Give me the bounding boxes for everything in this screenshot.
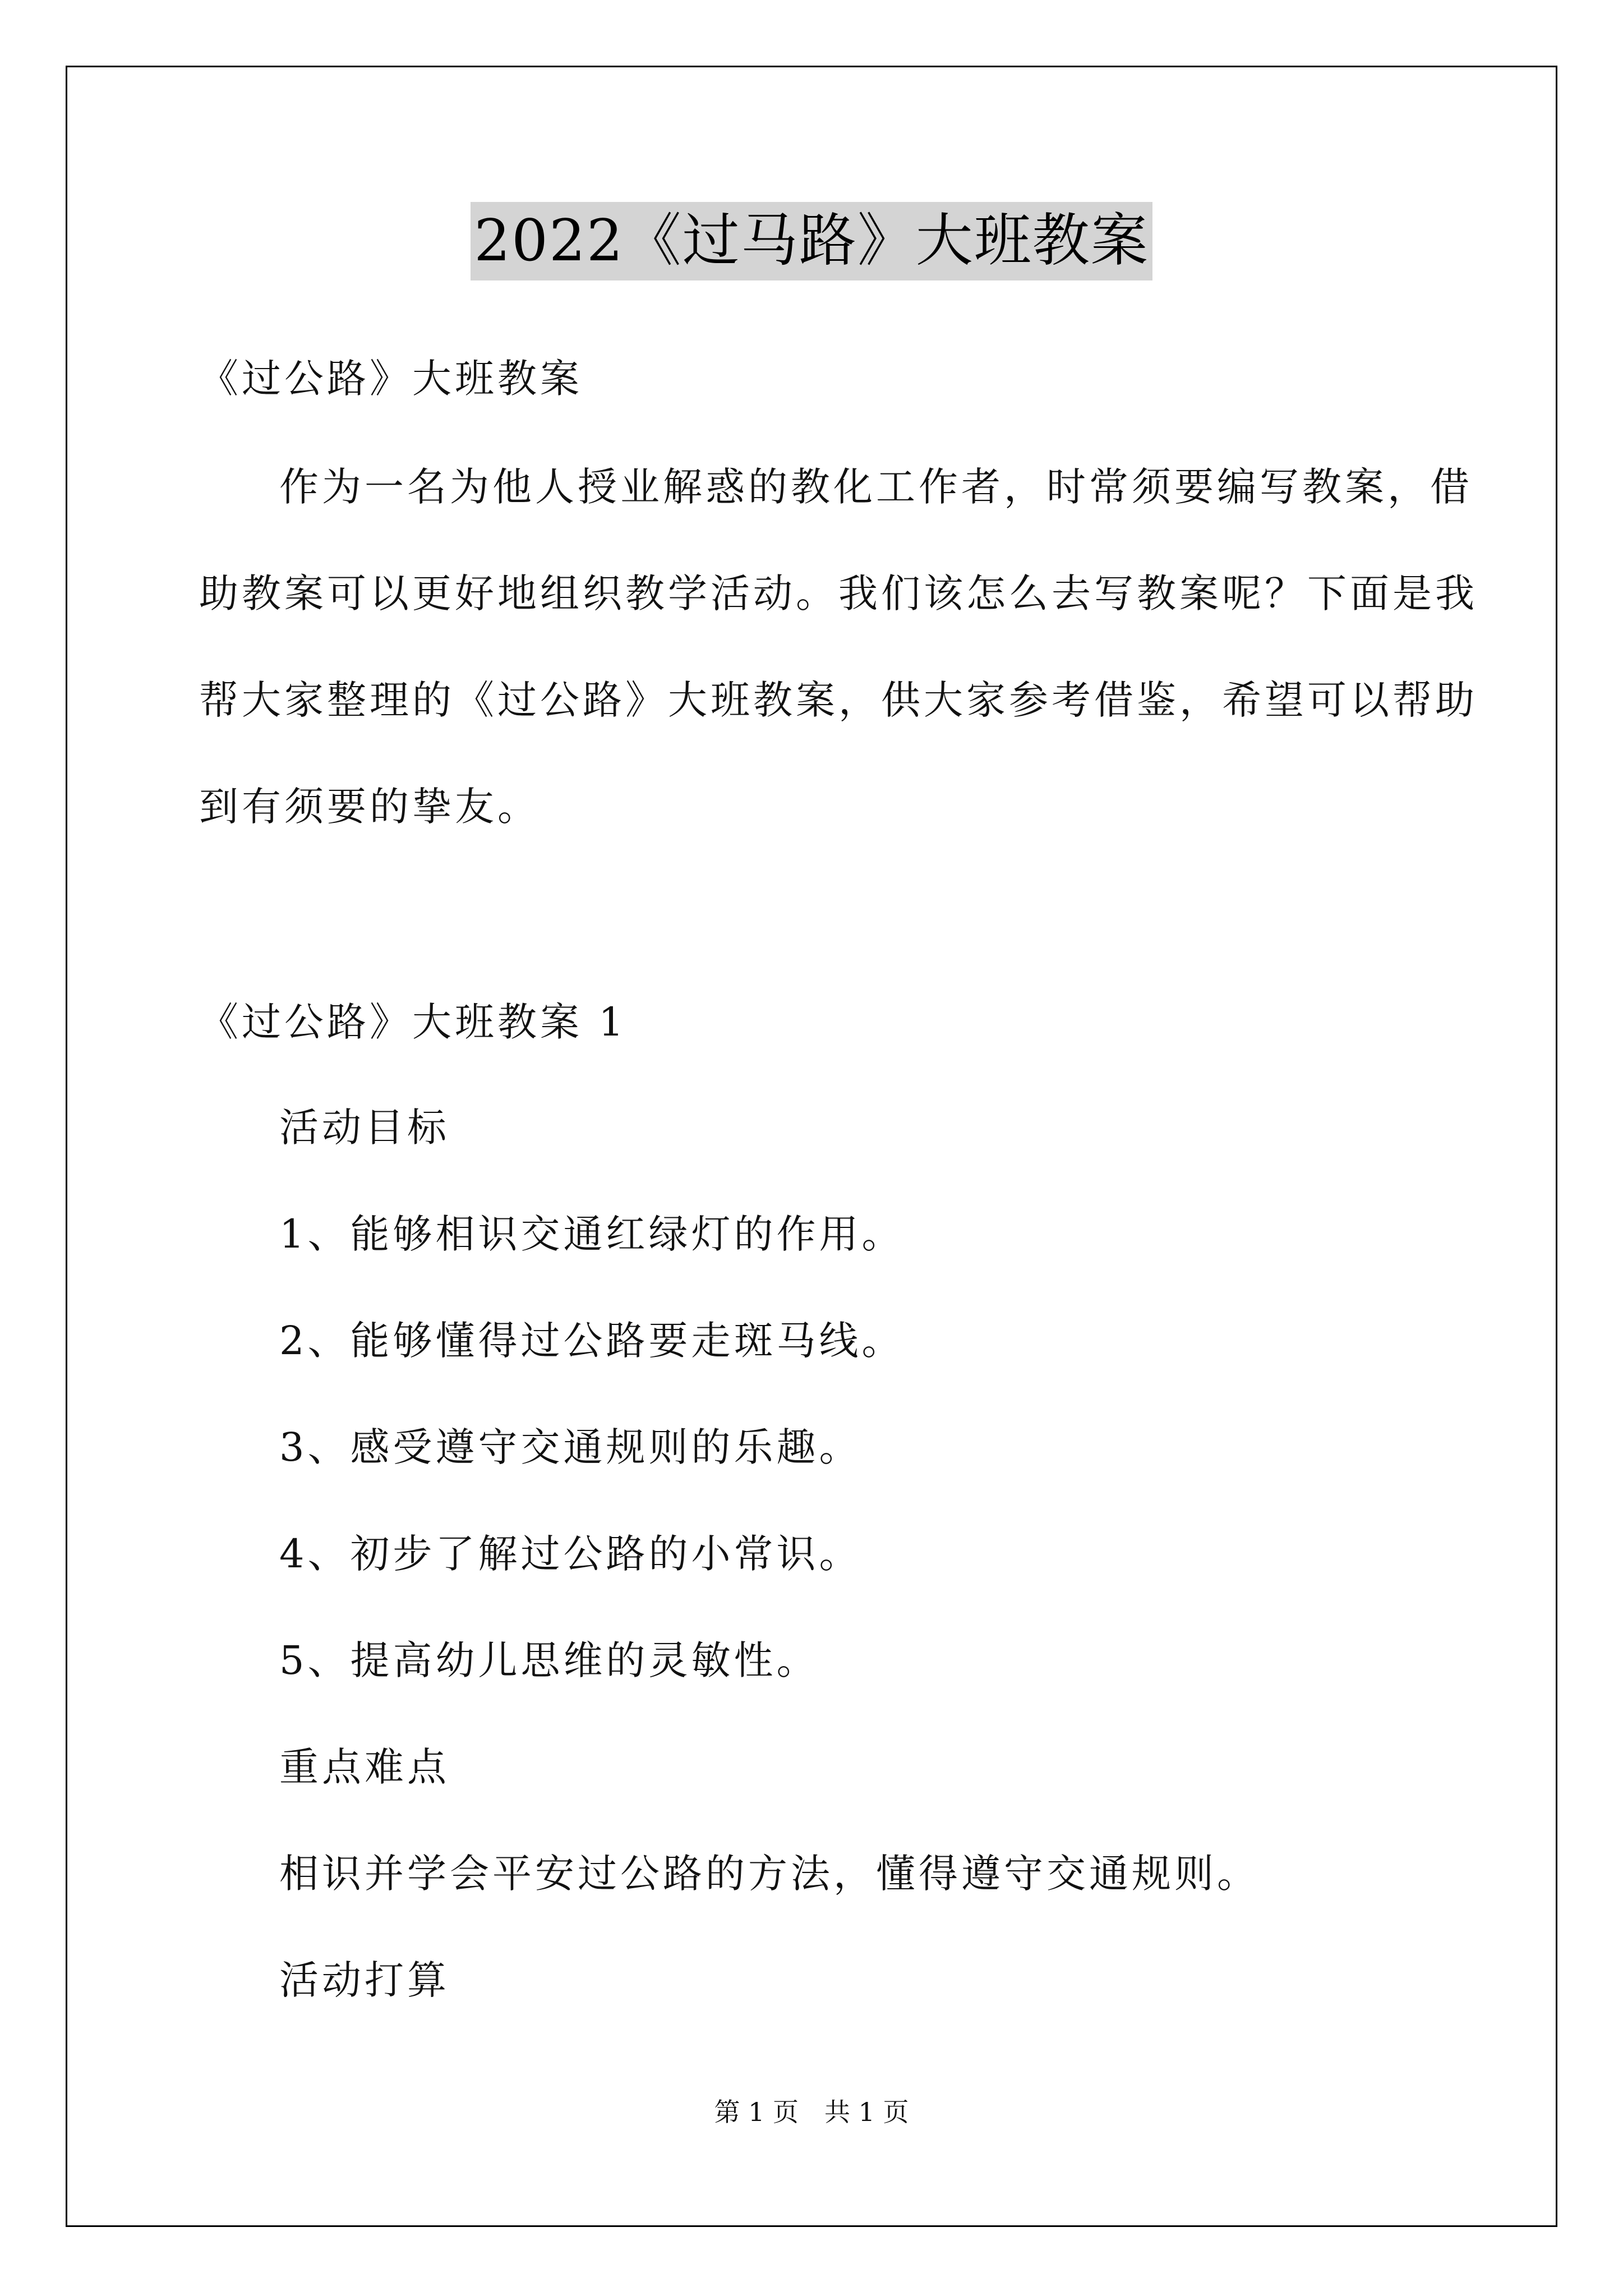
document-title: 2022《过马路》大班教案 [471,202,1152,280]
goal-item-3: 3、感受遵守交通规则的乐趣。 [279,1424,862,1470]
intro-line-4: 到有须要的挚友。 [199,784,540,830]
key-points-heading: 重点难点 [279,1744,450,1790]
goal-item-5: 5、提高幼儿思维的灵敏性。 [279,1637,819,1683]
preparation-heading: 活动打算 [279,1957,450,2003]
document-subtitle: 《过公路》大班教案 [199,356,583,402]
key-points-text: 相识并学会平安过公路的方法，懂得遵守交通规则。 [279,1851,1260,1897]
goal-item-4: 4、初步了解过公路的小常识。 [279,1531,862,1577]
page-footer: 第 1 页 共 1 页 [714,2097,909,2127]
goal-item-1: 1、能够相识交通红绿灯的作用。 [279,1211,905,1257]
intro-line-1: 作为一名为他人授业解惑的教化工作者，时常须要编写教案，借 [279,464,1473,510]
goals-heading: 活动目标 [279,1105,450,1151]
intro-line-3: 帮大家整理的《过公路》大班教案，供大家参考借鉴，希望可以帮助 [199,677,1478,723]
intro-line-2: 助教案可以更好地组织教学活动。我们该怎么去写教案呢？下面是我 [199,570,1478,616]
goal-item-2: 2、能够懂得过公路要走斑马线。 [279,1318,905,1364]
section-heading: 《过公路》大班教案 1 [199,999,627,1045]
title-container [0,202,1623,280]
